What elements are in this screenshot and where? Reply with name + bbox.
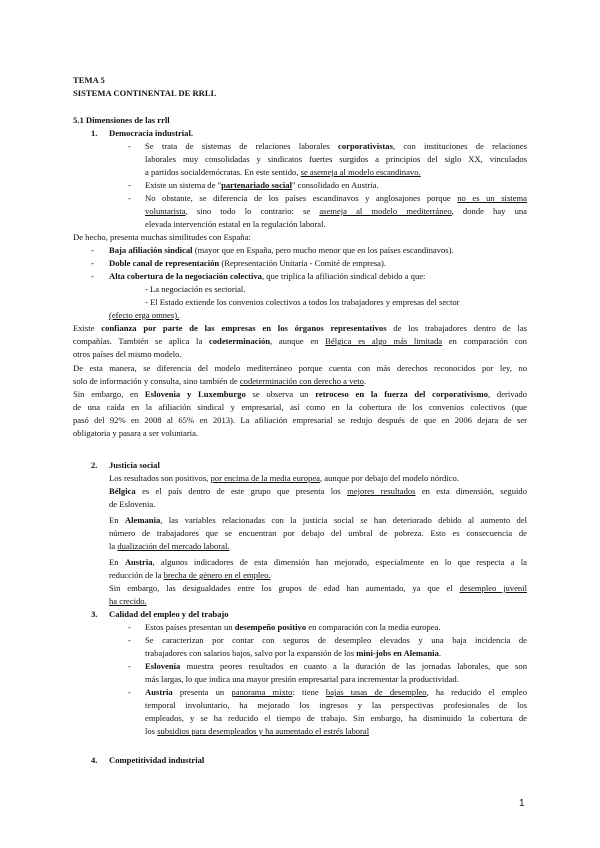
paragraph-line: más largas, lo que indica una mayor presión empresarial para incrementar la productividad. [145,674,459,684]
paragraph-line: temporal involuntario, ha mejorado los ingresos y las perspectivas profesionales de los [145,700,527,710]
page-number: 1 [519,798,525,809]
paragraph-line: de Eslovenia. [109,499,156,509]
bullet-dash: - [128,661,131,671]
paragraph-line: (efecto erga omnes). [109,310,180,320]
bullet-dash: - [128,141,131,151]
paragraph-line: - La negociación es sectorial. [145,284,246,294]
bullet-dash: - [91,258,94,268]
item-number-2: 2. [91,460,98,470]
paragraph-line: Austria presenta un panorama mixto: tiene bajas tasas de desempleo, ha reducido el empleo [145,687,528,697]
paragraph-line: Alta cobertura de la negociación colectiva, que triplica la afiliación sindical debido a que: [109,271,426,281]
paragraph-line: trabajadores con salarios bajos, salvo por la expansión de los mini-jobs en Alemania. [145,648,441,658]
paragraph-line: De esta manera, se diferencia del modelo mediterráneo porque cuenta con más derechos reconocidos por ley, no [73,363,527,373]
paragraph-line: Baja afiliación sindical (mayor que en España, pero mucho menor que en los países escandinavos). [109,245,454,255]
paragraph-line: solo de información y consulta, sino también de codeterminación con derecho a veto. [73,376,367,386]
paragraph-line: - El Estado extiende los convenios colectivos a todos los trabajadores y empresas del sector [145,297,460,307]
paragraph-line: Sin embargo, las desigualdades entre los grupos de edad han aumentado, ya que el desempleo juvenil [109,583,527,593]
bullet-dash: - [91,271,94,281]
paragraph-line: En Austria, algunos indicadores de esta dimensión han mejorado, especialmente en lo que respecta a la [109,557,527,567]
paragraph-line: Los resultados son positivos, por encima de la media europea, aunque por debajo del modelo nórdico. [109,473,459,483]
paragraph-line: la dualización del mercado laboral. [109,541,230,551]
paragraph-line: Sin embargo, en Eslovenia y Luxemburgo se observa un retroceso en la fuerza del corporativismo, derivado [73,389,527,399]
paragraph-line: Estos países presentan un desempeño positivo en comparación con la media europea. [145,622,441,632]
document-title: SISTEMA CONTINENTAL DE RRLL [73,88,217,98]
tema-label: TEMA 5 [73,75,105,85]
bullet-dash: - [128,193,131,203]
heading-justicia-social: Justicia social [109,460,160,470]
paragraph-line: reducción de la brecha de género en el empleo. [109,570,271,580]
paragraph-line: los subsidios para desempleados y ha aumentado el estrés laboral [145,726,370,736]
paragraph-line: Eslovenia muestra peores resultados en cuanto a la duración de las jornadas laborales, que son [145,661,527,671]
paragraph-line: En Alemania, las variables relacionadas con la justicia social se han deteriorado debido al aumento del [109,515,527,525]
paragraph-line: elevada intervención estatal en la regulación laboral. [145,219,326,229]
paragraph-line: laborales muy consolidadas y sindicatos fuertes surgidos a principios del siglo XX, vinculados [145,154,527,164]
paragraph-line: obligatoria y pasara a ser voluntaria. [73,428,199,438]
paragraph-line: Se trata de sistemas de relaciones laborales corporativistas, con instituciones de relaciones [145,141,528,151]
paragraph-line: a partidos socialdemócratas. En este sentido, se asemeja al modelo escandinavo. [145,167,421,177]
bullet-dash: - [128,622,131,632]
item-number-3: 3. [91,609,98,619]
paragraph-line: pasó del 92% en 2008 al 65% en 2013). La afiliación empresarial se redujo después de que en 2006 dejara de ser [73,415,527,425]
paragraph-line: Doble canal de representación (Representación Unitaria - Comité de empresa). [109,258,387,268]
section-heading: 5.1 Dimensiones de las rrll [73,115,170,125]
paragraph-line: número de trabajadores que se encuentran por debajo del umbral de pobreza. Esto es consecuencia de [109,528,527,538]
paragraph-line: compañías. También se aplica la codeterminación, aunque en Bélgica es algo más limitada en comparación con [73,336,527,346]
bullet-dash: - [128,635,131,645]
paragraph-line: Se caracterizan por contar con seguros de desempleo elevados y una baja incidencia de [145,635,527,645]
paragraph-line: Bélgica es el país dentro de este grupo que presenta los mejores resultados en esta dimensión, seguido [109,486,527,496]
item-number-1: 1. [91,128,98,138]
heading-democracia-industrial: Democracia industrial. [109,128,194,138]
bullet-dash: - [128,180,131,190]
paragraph-line: empleados, y se ha reducido el tiempo de trabajo. Sin embargo, ha disminuido la cobertura de [145,713,527,723]
paragraph-line: voluntarista, sino todo lo contrario: se asemeja al modelo mediterráneo, donde hay una [145,206,527,216]
paragraph-line: De hecho, presenta muchas similitudes con España: [73,232,251,242]
bullet-dash: - [128,687,131,697]
paragraph-line: otros países del mismo modelo. [73,349,182,359]
paragraph-line: No obstante, se diferencia de los países escandinavos y anglosajones porque no es un sistema [145,193,527,203]
heading-calidad-empleo: Calidad del empleo y del trabajo [109,609,229,619]
heading-competitividad-industrial: Competitividad industrial [109,755,205,765]
paragraph-line: de una caída en la afiliación sindical y empresarial, así como en la cobertura de los convenios colectivos (que [73,402,527,412]
bullet-dash: - [91,245,94,255]
paragraph-line: Existe un sistema de "partenariado social" consolidado en Austria. [145,180,379,190]
item-number-4: 4. [91,755,98,765]
paragraph-line: ha crecido. [109,596,147,606]
paragraph-line: Existe confianza por parte de las empresas en los órganos representativos de los trabajadores dentro de las [73,323,527,333]
